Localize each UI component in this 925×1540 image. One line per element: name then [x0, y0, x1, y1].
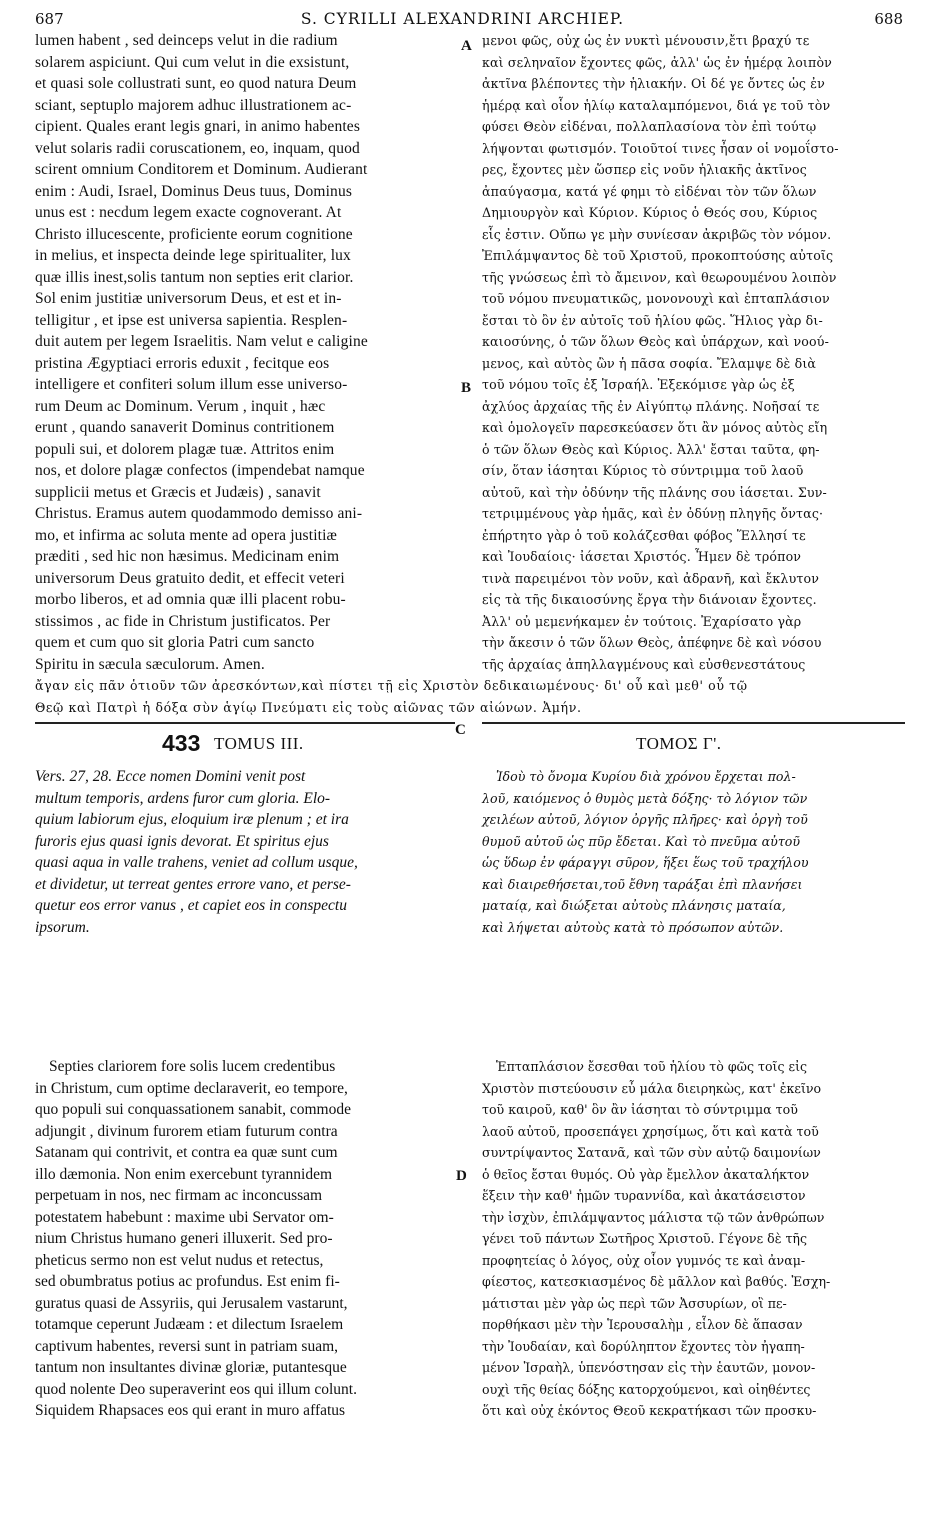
text-line: ἡμέρᾳ καὶ οἷον ἡλίῳ καταλαμπόμενοι, διά γε τοῦ τὸν [482, 97, 831, 113]
text-line: Ἑπταπλάσιον ἔσεσθαι τοῦ ἡλίου τὸ φῶς τοῖς εἰς [496, 1059, 808, 1074]
text-line: τὴν ἄκεσιν ὁ τῶν ὅλων Θεὸς, ἀπέφηνε δὲ καὶ νόσου [482, 635, 822, 650]
text-line: καὶ Ἰουδαίοις· ἰάσεται Χριστός. Ἦμεν δὲ τρόπον [482, 549, 802, 564]
text-line: lumen habent , sed deinceps velut in die radium [35, 32, 338, 49]
text-line: ὡς ὕδωρ ἐν φάραγγι σῦρον, ἥξει ἕως τοῦ τραχήλου [482, 855, 809, 870]
text-line: quasi aqua in valle trahens, veniet ad collum usque, [35, 854, 358, 871]
text-line: furoris ejus quasi ignis devorat. Et spiritus ejus [35, 832, 329, 850]
text-line: quium labiorum ejus, eloquium iræ plenum ; et ira [35, 811, 349, 828]
text-line: adjungit , divinum furorem etiam futurum contra [35, 1122, 338, 1140]
text-line: Sol enim justitiæ universorum Deus, et est et in- [35, 290, 342, 307]
text-line: quæ illis inest,solis tantum non septies erit clarior. [35, 268, 354, 286]
text-line: Spiritu in sæcula sæculorum. Amen. [35, 655, 265, 673]
text-line: ἀκτῖνα βλέποντες τὴν ἡλιακήν. Οἱ δέ γε ὄντες ὡς ἐν [482, 76, 825, 91]
latin-column-top [35, 30, 455, 675]
text-line: ματαίᾳ, καὶ διώξεται αὐτοὺς πλάνησις ματαία, [482, 898, 786, 913]
text-line: Χριστὸν πιστεύουσιν εὖ μάλα διειρηκὼς, κατ' ἐκεῖνο [482, 1080, 822, 1096]
text-line: τοῦ καιροῦ, καθ' ὃν ἂν ἰάσηται τὸ σύντριμμα τοῦ [482, 1102, 798, 1117]
text-line: potestatem habebunt : maxime ubi Servator om- [35, 1208, 334, 1226]
text-line: καὶ ὁμολογεῖν παρεσκεύασεν ὅτι ἂν μόνος αὐτὸς εἴη [482, 420, 828, 435]
text-line: ουχὶ τῆς θείας δόξης κατορχούμενοι, καὶ οἰηθέντες [482, 1381, 811, 1397]
text-line: quetur eos error vanus , et capiet eos in conspectu [35, 897, 347, 914]
tomus-number: 433 [162, 730, 201, 756]
section-divider-right [482, 722, 905, 724]
text-line: duit autem per legem Israelitis. Nam velut e caligine [35, 333, 368, 350]
left-page-number: 687 [35, 10, 64, 28]
text-line: εἰς τὰ τῆς δικαιοσύνης ἔργα τὴν διάνοιαν ἔχοντες. [482, 592, 817, 607]
text-line: Christo illucescente, proficiente eorum cognitione [35, 225, 353, 243]
text-line: τετριμμένους γὰρ ἡμᾶς, καὶ ἐν ὀδύνῃ πληγῆς ὄντας· [482, 506, 824, 521]
text-line: ἔσται τὸ ὂν ἐν αὐτοῖς τοῦ ἡλίου φῶς. Ἥλιος γὰρ δι- [482, 312, 823, 328]
text-line: morbo liberos, et ad omnia quæ illi placent robu- [35, 591, 346, 608]
text-line: populi sui, et dolorem plagæ tuæ. Attritos enim [35, 440, 335, 458]
text-line: nos, et dolore plagæ confectos (impendebat namque [35, 462, 365, 479]
text-line: μενος, καὶ αὐτὸς ὢν ἡ πᾶσα σοφία. Ἔλαμψε δὲ διὰ [482, 355, 817, 371]
text-line: in Christum, cum optime declaraverit, eo tempore, [35, 1079, 348, 1097]
text-line: γένει τοῦ πάντων Σωτῆρος Χριστοῦ. Γέγονε δὲ τῆς [482, 1231, 808, 1246]
text-line: ἀχλύος ἀρχαίας τῆς ἐν Αἰγύπτῳ πλάνης. Νοῆσαί τε [482, 398, 820, 414]
text-line: sed obumbratus potius ac profundus. Est enim fi- [35, 1273, 340, 1290]
text-line: Δημιουργὸν καὶ Κύριον. Κύριος ὁ Θεός σου, Κύριος [482, 205, 818, 220]
text-line: τὴν ἰσχὺν, ἐπιλάμψαντος μάλιστα τῷ τῶν ἀνθρώπων [482, 1209, 825, 1225]
text-line: καὶ διαιρεθήσεται,τοῦ ἔθνη ταράξαι ἐπὶ πλανήσει [482, 876, 803, 892]
text-line: Ἀλλ' οὐ μεμενήκαμεν ἐν τούτοις. Ἐχαρίσατο γὰρ [482, 613, 802, 629]
text-line: nium Christus humano generi illuxerit. Sed pro- [35, 1230, 333, 1247]
text-line: φύσει Θεὸν εἰδέναι, πολλαπλασίονα τὸν ἐπὶ τούτῳ [482, 119, 817, 134]
text-line: μένον Ἰσραὴλ, ὑπενόστησαν εἰς τὴν ἑαυτῶν, μονον- [482, 1360, 816, 1375]
text-line: scirent omnium Conditorem et Dominum. Audierant [35, 161, 368, 178]
tomus-greek-label: ΤΟΜΟΣ Γ'. [636, 734, 722, 753]
text-line: τὴν Ἰουδαίαν, καὶ δορύληπτον ἔχοντες τὸν ἠγαπη- [482, 1338, 805, 1354]
text-line: σίν, ὅταν ἰάσηται Κύριος τὸ σύντριμμα τοῦ λαοῦ [482, 463, 804, 478]
text-line: erunt , quando sanaverit Dominus contritionem [35, 419, 335, 436]
text-line: καὶ λήψεται αὐτοὺς κατὰ τὸ πρόσωπον αὐτῶν. [482, 919, 784, 935]
text-line: quo populi sui conquassationem sanabit, commode [35, 1101, 351, 1118]
text-line: λήψονται φωτισμόν. Τοιοῦτοί τινες ἦσαν οἱ νομοΐστο- [482, 140, 839, 156]
text-line: καιοσύνης, ὁ τῶν ὅλων Θεὸς καὶ ὑπάρχων, καὶ νοού- [482, 334, 829, 349]
greek-column-top [482, 30, 907, 675]
greek-column-bottom [482, 1056, 907, 1422]
text-line: rum Deum ac Dominum. Verum , inquit , hæc [35, 397, 326, 415]
verse-greek [482, 766, 907, 938]
text-line: θυμοῦ αὐτοῦ ὡς πῦρ ἔδεται. Καὶ τὸ πνεῦμα αὐτοῦ [482, 833, 801, 849]
text-line: χειλέων αὐτοῦ, λόγιον ὀργῆς πλῆρες· καὶ ὀργὴ τοῦ [482, 812, 808, 827]
tomus-latin-label: TOMUS III. [214, 734, 304, 753]
text-line: pristina Ægyptiaci erroris eduxit , fecitque eos [35, 354, 330, 372]
text-line: ipsorum. [35, 918, 90, 936]
text-line: πορθήκασι μὲν τὴν Ἱερουσαλὴμ , εἷλον δὲ ἅπασαν [482, 1317, 803, 1332]
text-line: μενοι φῶς, οὐχ ὡς ἐν νυκτὶ μένουσιν,ἔτι βραχύ τε [482, 33, 810, 48]
text-line: Vers. 27, 28. Ecce nomen Domini venit post [35, 768, 306, 785]
text-line: συντρίψαντος Σατανᾶ, καὶ τῶν σὺν αὐτῷ δαιμονίων [482, 1145, 821, 1160]
text-line: telligitur , et ipse est universa sapientia. Resplen- [35, 311, 348, 329]
text-line: αὐτοῦ, καὶ τὴν ὀδύνην τῆς πλάνης σου ἰάσεται. Συν- [482, 484, 827, 500]
text-line: præditi , sed hic non hæsimus. Medicinam enim [35, 548, 340, 565]
text-line: perpetuam in nos, nec firmam ac inconcussam [35, 1187, 323, 1204]
text-line: quem et cum quo sit gloria Patri cum sancto [35, 634, 315, 651]
verse-latin [35, 766, 455, 938]
text-line: universorum Deus gratuito dedit, et effecit veteri [35, 569, 345, 587]
latin-column-bottom [35, 1056, 455, 1422]
text-line: τοῦ νόμου πνευματικῶς, μονονουχὶ καὶ ἑπταπλάσιον [482, 291, 830, 306]
text-line: cipient. Quales erant legis gnari, in animo habentes [35, 118, 361, 135]
text-line: quod nolente Deo superaverint eos qui illum colunt. [35, 1380, 357, 1398]
text-line: ὁ θεῖος ἔσται θυμός. Οὐ γὰρ ἔμελλον ἀκαταλήκτον [482, 1166, 810, 1182]
right-page-number: 688 [874, 10, 903, 28]
text-line: solarem aspiciunt. Qui cum velut in die exsistunt, [35, 53, 350, 71]
text-line: pheticus sermo non est velut nudus et retectus, [35, 1251, 324, 1269]
text-line: intelligere et confiteri solum illum esse universo- [35, 376, 348, 393]
text-line: in melius, et inspecta deinde lege spiritualiter, lux [35, 247, 351, 264]
text-line: Siquidem Rhapsaces eos qui erant in muro affatus [35, 1402, 346, 1419]
text-line: λαοῦ αὐτοῦ, προσεπάγει χρησίμως, ὅτι καὶ κατὰ τοῦ [482, 1123, 819, 1139]
section-divider-left [35, 722, 455, 724]
text-line: φίεστος, κατεσκιασμένος δὲ μᾶλλον καὶ βαθύς. Ἐσχη- [482, 1274, 831, 1289]
text-line: τινὰ παρειμένοι τὸν νοῦν, καὶ ἀδρανῆ, καὶ ἔκλυτον [482, 570, 820, 586]
text-line: Ἐπιλάμψαντος δὲ τοῦ Χριστοῦ, προκοπτούσης αὐτοῖς [482, 248, 834, 263]
margin-marker-c: C [455, 722, 466, 738]
margin-marker-d: D [456, 1168, 467, 1184]
text-line: unus est : necdum legem exacte cognoverant. At [35, 204, 342, 221]
text-line: μάτισται μὲν γὰρ ὡς περὶ τῶν Ἀσσυρίων, οἳ πε- [482, 1295, 787, 1311]
text-line: tantum non insultantes divinæ gloriæ, putantesque [35, 1359, 347, 1376]
text-line: λοῦ, καιόμενος ὁ θυμὸς μετὰ δόξης· τὸ λόγιον τῶν [482, 790, 808, 806]
text-line: προφητείας ὁ λόγος, οὐχ οἷον γυμνός τε καὶ ἀναμ- [482, 1252, 806, 1268]
text-line: καὶ σεληναῖον ἔχοντες φῶς, ἀλλ' ὡς ἐν ἡμέρᾳ λοιπὸν [482, 54, 832, 70]
text-line: τῆς ἀρχαίας ἀπηλλαγμένους καὶ εὐσθενεστάτους [482, 656, 806, 672]
margin-marker-b: B [461, 380, 472, 396]
text-line: Θεῷ καὶ Πατρὶ ἡ δόξα σὺν ἁγίῳ Πνεύματι εἰς τοὺς αἰῶνας τῶν αἰώνων. Ἀμήν. [35, 699, 582, 715]
text-line: totamque ceperunt Judæam : et dilectum Israelem [35, 1316, 344, 1333]
full-width-greek [35, 675, 905, 718]
text-line: multum temporis, ardens furor cum gloria. Elo- [35, 789, 331, 807]
text-line: ἀπαύγασμα, κατά γέ φημι τὸ εἰδέναι τὸν τῶν ὅλων [482, 183, 817, 199]
text-line: ἄγαν εἰς πᾶν ὁτιοῦν τῶν ἀρεσκόντων,καὶ πίστει τῇ εἰς Χριστὸν δεδικαιωμένους· δι' οὗ καὶ μεθ' οὗ τῷ [35, 678, 748, 693]
text-line: Satanam qui contrivit, et contra ea quæ sunt cum [35, 1144, 338, 1161]
text-line: supplicii metus et Græcis et Judæis) , sanavit [35, 483, 321, 501]
text-line: et quasi sole collustrati sunt, eo quod natura Deum [35, 75, 357, 92]
text-line: ἕξειν τὴν καθ' ἡμῶν τυραννίδα, καὶ ἀκατάσειστον [482, 1188, 806, 1203]
text-line: velut solaris radii coruscationem, eo, inquam, quod [35, 139, 360, 157]
text-line: stissimos , ac fide in Christum justificatos. Per [35, 612, 331, 630]
running-title: S. CYRILLI ALEXANDRINI ARCHIEP. [300, 10, 625, 28]
text-line: ρες, ἔχοντες μὲν ὥσπερ εἰς νοῦν ἡλιακῆς ἀκτῖνος [482, 162, 807, 177]
margin-marker-a: A [461, 38, 472, 54]
text-line: Septies clariorem fore solis lucem credentibus [49, 1058, 336, 1075]
text-line: τῆς γνώσεως ἐπὶ τὸ ἄμεινον, καὶ θεωρουμένου λοιπὸν [482, 269, 837, 285]
text-line: ἐπήρτητο γὰρ ὁ τοῦ κολάζεσθαι φόβος Ἕλλησί τε [482, 527, 806, 543]
text-line: Ἰδοὺ τὸ ὄνομα Κυρίου διὰ χρόνου ἔρχεται πολ- [496, 769, 796, 784]
text-line: captivum habentes, reversi sunt in patriam suam, [35, 1337, 339, 1355]
text-line: mo, et infirma ac soluta mente ad opera justitiæ [35, 526, 338, 544]
text-line: ὅτι καὶ οὐχ ἑκόντος Θεοῦ κεκρατήκασι τῶν προσκυ- [482, 1403, 817, 1418]
text-line: enim : Audi, Israel, Dominus Deus tuus, Dominus [35, 182, 353, 200]
text-line: et dividetur, ut terreat gentes errore vano, et perse- [35, 875, 351, 893]
text-line: ὁ τῶν ὅλων Θεὸς καὶ Κύριος. Ἀλλ' ἔσται ταῦτα, φη- [482, 441, 820, 457]
text-line: guratus quasi de Assyriis, qui Jerusalem vastarunt, [35, 1294, 348, 1312]
text-line: εἷς ἐστιν. Οὔπω γε μὴν συνίεσαν ἀκριβῶς τὸν νόμον. [482, 226, 832, 242]
text-line: sciant, septuplo majorem adhuc illustrationem ac- [35, 96, 352, 114]
text-line: illo dæmonia. Non enim exercebunt tyrannidem [35, 1165, 333, 1183]
text-line: Christus. Eramus autem quodammodo demisso ani- [35, 505, 363, 522]
text-line: τοῦ νόμου τοῖς ἐξ Ἰσραήλ. Ἐξεκόμισε γὰρ ὡς ἐξ [482, 377, 795, 392]
